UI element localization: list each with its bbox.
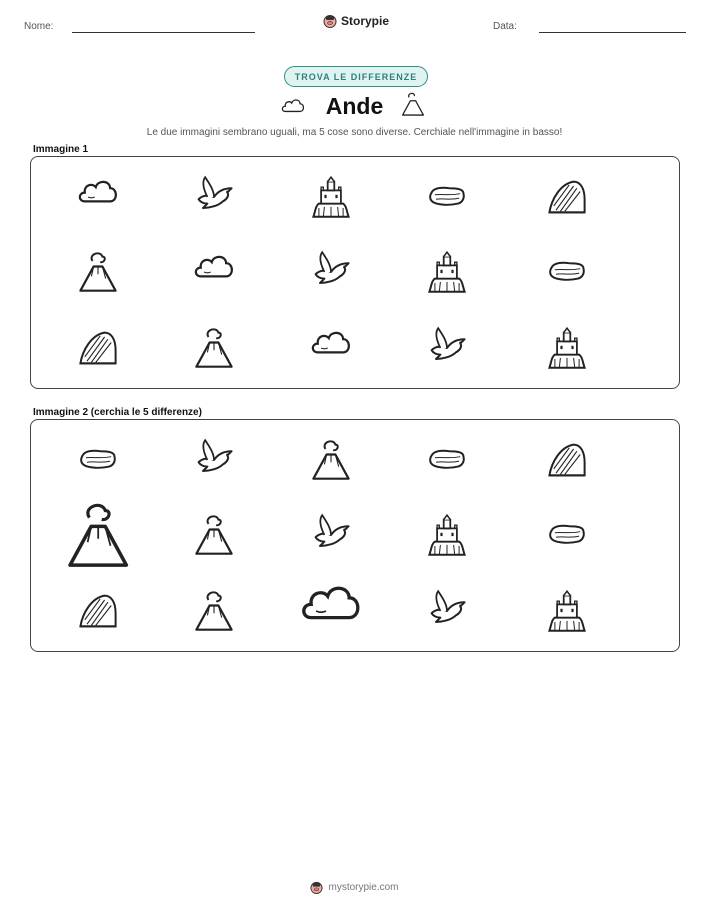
volcano-icon [192, 326, 236, 370]
name-label: Nome: [24, 21, 54, 32]
picture-cell[interactable] [53, 318, 143, 378]
picture-cell[interactable] [522, 505, 612, 565]
picture-cell[interactable] [286, 242, 376, 302]
bird-icon [309, 513, 353, 557]
cloud-icon [192, 250, 236, 294]
castle-icon [425, 250, 469, 294]
picture-cell[interactable] [286, 430, 376, 490]
picture-cell[interactable] [53, 430, 143, 490]
picture-cell[interactable] [522, 242, 612, 302]
image2-panel [30, 419, 680, 652]
mountain-icon [545, 175, 589, 219]
picture-cell[interactable] [286, 581, 376, 641]
picture-cell[interactable] [402, 242, 492, 302]
picture-cell[interactable] [286, 167, 376, 227]
volcano-icon [63, 500, 133, 570]
cloud-icon [309, 326, 353, 370]
castle-icon [545, 589, 589, 633]
volcano-icon [400, 90, 426, 118]
date-label: Data: [493, 21, 517, 32]
page-title: Ande [325, 93, 384, 119]
picture-cell[interactable] [522, 430, 612, 490]
mountain-icon [545, 438, 589, 482]
castle-icon [545, 326, 589, 370]
volcano-icon [192, 513, 236, 557]
bird-icon [309, 250, 353, 294]
pig-logo-icon [310, 881, 323, 894]
picture-cell[interactable] [402, 505, 492, 565]
instructions: Le due immagini sembrano uguali, ma 5 cose sono diverse. Cerchiale nell'immagine in basso! [146, 127, 563, 138]
castle-icon [309, 175, 353, 219]
rock-icon [425, 175, 469, 219]
cloud-icon [76, 175, 120, 219]
picture-cell[interactable] [169, 581, 259, 641]
rock-icon [545, 250, 589, 294]
volcano-icon [309, 438, 353, 482]
picture-cell[interactable] [169, 167, 259, 227]
picture-cell[interactable] [169, 430, 259, 490]
rock-icon [425, 438, 469, 482]
bird-icon [192, 175, 236, 219]
image2-label: Immagine 2 (cerchia le 5 differenze) [33, 407, 202, 418]
volcano-icon [76, 250, 120, 294]
picture-cell[interactable] [402, 430, 492, 490]
castle-icon [425, 513, 469, 557]
picture-cell[interactable] [286, 318, 376, 378]
brand-logo [323, 14, 389, 28]
picture-cell[interactable] [53, 505, 143, 565]
image1-label: Immagine 1 [33, 144, 89, 155]
bird-icon [425, 589, 469, 633]
picture-cell[interactable] [402, 581, 492, 641]
picture-cell[interactable] [169, 505, 259, 565]
picture-cell[interactable] [402, 167, 492, 227]
picture-cell[interactable] [53, 581, 143, 641]
picture-cell[interactable] [169, 242, 259, 302]
picture-cell[interactable] [169, 318, 259, 378]
picture-cell[interactable] [522, 581, 612, 641]
mountain-icon [76, 326, 120, 370]
cloud-icon [298, 578, 364, 644]
bird-icon [192, 438, 236, 482]
mountain-icon [76, 589, 120, 633]
picture-cell[interactable] [522, 318, 612, 378]
brand-name: Storypie [341, 14, 390, 28]
rock-icon [76, 438, 120, 482]
date-line [539, 32, 686, 33]
bird-icon [425, 326, 469, 370]
pig-logo-icon [323, 14, 337, 28]
volcano-icon [192, 589, 236, 633]
picture-cell[interactable] [522, 167, 612, 227]
image1-panel [30, 156, 680, 389]
footer-url: mystorypie.com [328, 882, 399, 893]
picture-cell[interactable] [402, 318, 492, 378]
badge: TROVA LE DIFFERENZE [284, 66, 428, 87]
name-line [72, 32, 255, 33]
picture-cell[interactable] [286, 505, 376, 565]
picture-cell[interactable] [53, 167, 143, 227]
footer [0, 881, 709, 894]
picture-cell[interactable] [53, 242, 143, 302]
rock-icon [545, 513, 589, 557]
